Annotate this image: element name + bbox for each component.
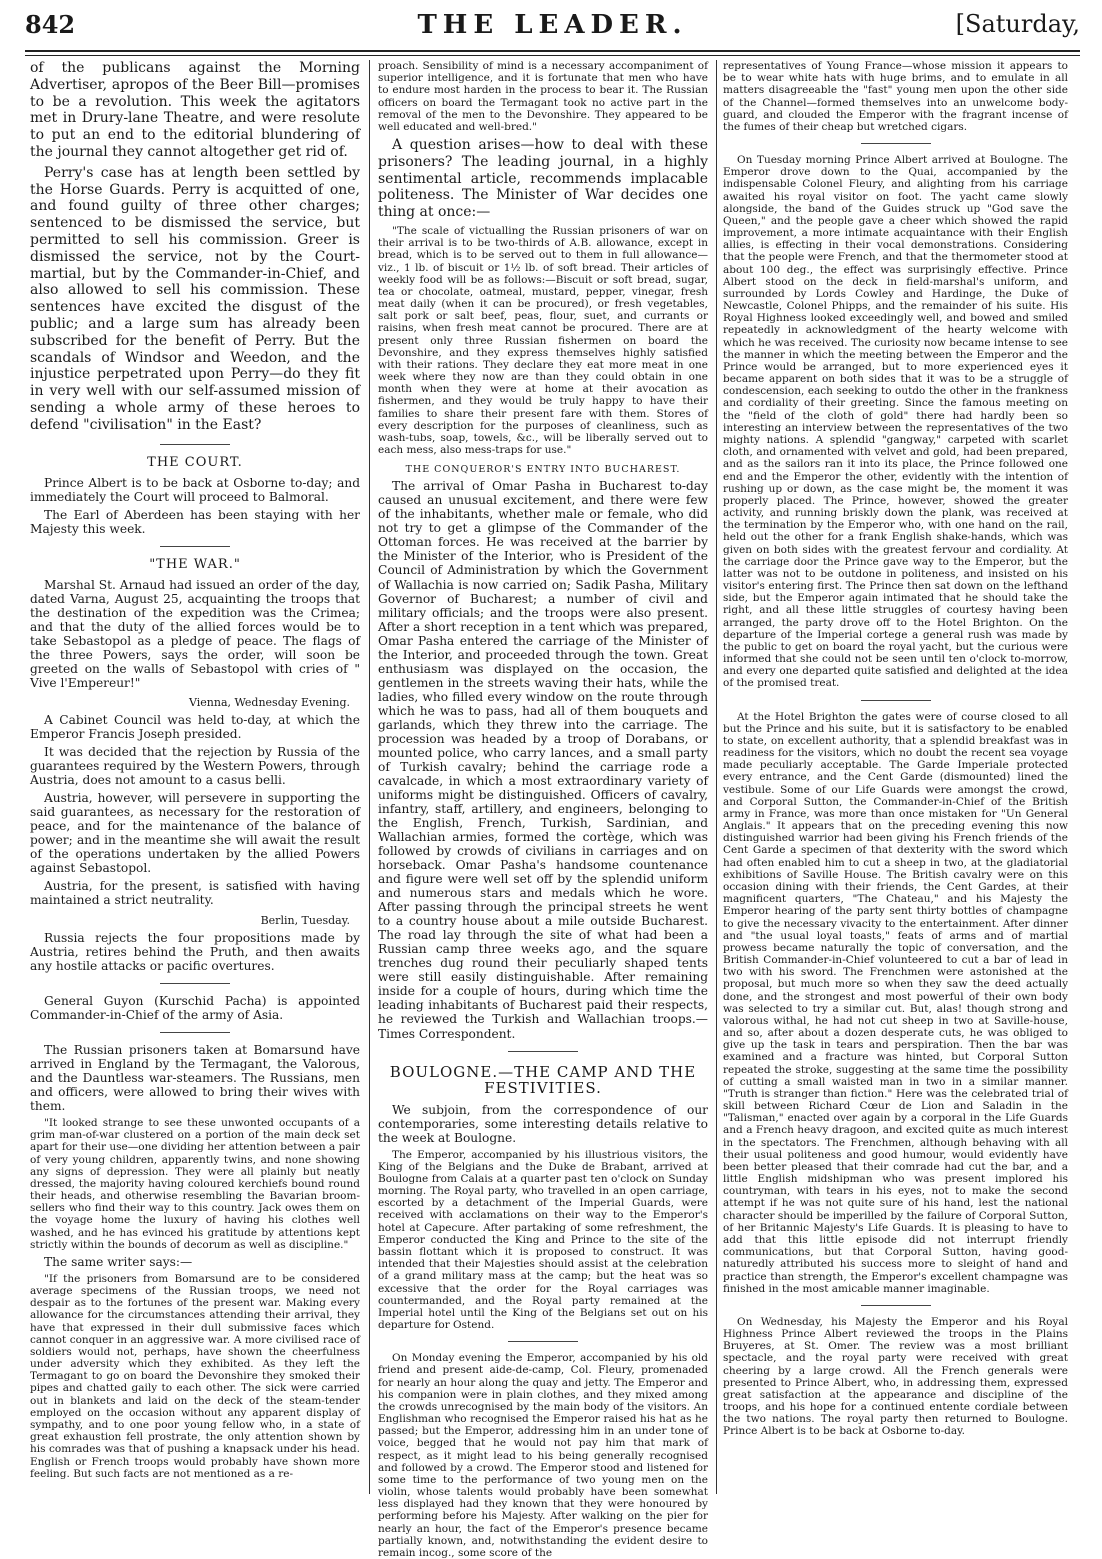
article-paragraph: The Emperor, accompanied by his illustrious visitors, the King of the Belgians and the Duke de Brabant, arrived at Boulogne from Calais at a quarter past ten o'clock on Sunday morning. The Royal party, who travelled in an open carriage, escorted by a detachment of the Imperial Guards, were received with acclamations on their way to the Emperor's hotel at Capecure. After partaking of some refreshment, the Emperor conducted the King and Prince to the site of the bassin flottant which it is proposed to construct. It was intended that their Majesties should assist at the celebration of a grand military mass at the camp; but the heat was so excessive that the order for the Royal carriages was countermanded, and the Royal party remained at the Imperial hotel until the King of the Belgians set out on his departure for Ostend. [378,1148,708,1332]
column-1 [30,60,360,1496]
article-paragraph: representatives of Young France—whose mission it appears to be to wear white hats with huge brims, and to emulate in all matters disagreeable the "fast" young men upon the other side of the Channel—formed themselves into an unwelcome body-guard, and clouded the Emperor with the fragrant incense of the fumes of their cheap but wretched cigars. [723,60,1068,133]
article-paragraph: It was decided that the rejection by Russia of the guarantees required by the Western Powers, through Austria, does not amount to a casus belli. [30,745,360,788]
article-paragraph: The Russian prisoners taken at Bomarsund have arrived in England by the Termagant, the Valorous, and the Dauntless war-steamers. The Russians, men and officers, were allowed to bring their wives with them. [30,1042,360,1113]
quoted-paragraph: "The scale of victualling the Russian prisoners of war on their arrival is to be two-thirds of A.B. allowance, except in bread, which is to be served out to them in full allowance—viz., 1 lb. of biscuit or 1½ lb. of soft bread. Their articles of weekly food will be as follows:—Biscuit or soft bread, sugar, tea or chocolate, oatmeal, mustard, pepper, vinegar, fresh meat daily (when it can be procured), or fresh vegetables, salt pork or salt beef, peas, flour, suet, and currants or raisins, when fresh meat cannot be procured. There are at present only three Russian fishermen on board the Devonshire, and they express themselves highly satisfied with their rations. They declare they eat more meat in one week where they now are than they could obtain in one month when they were at home at their avocation as fishermen, and they would be truly happy to have their families to share their present fare with them. Stores of every description for the purposes of cleanliness, such as wash-tubs, soap, towels, &c., will be liberally served out to each mess, also mess-traps for use." [378,225,708,457]
article-paragraph: Russia rejects the four propositions made by Austria, retires behind the Pruth, and then awaits any hostile attacks or pacific overtures. [30,930,360,973]
separator [160,546,230,547]
article-paragraph: A question arises—how to deal with these prisoners? The leading journal, in a highly sentimental article, recommends implacable politeness. The Minister of War decides one thing at once:— [378,137,708,221]
article-paragraph: The arrival of Omar Pasha in Bucharest to-day caused an unusual excitement, and there were few of the inhabitants, whether male or female, who did not try to get a glimpse of the Commander of the Ottoman forces. He was received at the barrier by the Minister of the Interior, who is President of the Council of Administration by which the Government of Wallachia is now carried on; Sadik Pasha, Military Governor of Bucharest; a number of civil and military officials; and the troops were also present. After a short reception in a tent which was prepared, Omar Pasha entered the carriage of the Minister of the Interior, and proceeded through the town. Great enthusiasm was displayed on the occasion, the gentlemen in the streets waving their hats, while the ladies, who filled every window on the route through which he was to pass, had all of them bouquets and garlands, which they threw into the carriage. The procession was headed by a troop of Dorabans, or mounted police, who carry lances, and a small party of Turkish cavalry; behind the carriage rode a cavalcade, in which a most extraordinary variety of uniforms might be distinguished. Officers of cavalry, infantry, staff, artillery, and engineers, belonging to the English, French, Turkish, Sardinian, and Wallachian armies, formed the cortège, which was followed by crowds of civilians in carriages and on horseback. Omar Pasha's handsome countenance and figure were well set off by the splendid uniform and numerous stars and medals which he wore. After passing through the principal streets he went to a country house about a mile outside Bucharest. The road lay through the site of what had been a Russian camp three weeks ago, and the square trenches dug round their peculiarly shaped tents were still easily distinguishable. After remaining inside for a couple of hours, during which time the leading inhabitants of Bucharest paid their respects, he reviewed the Turkish and Wallachian troops.—Times Correspondent. [378,479,708,1041]
article-paragraph: Marshal St. Arnaud had issued an order of the day, dated Varna, August 25, acquainting the troops that the destination of the expedition was the Crimea; and that the duty of the allied forces would be to take Sebastopol as a pledge of peace. The flags of the three Powers, says the order, will soon be greeted on the walls of Sebastopol with cries of " Vive l'Empereur!" [30,577,360,690]
column-2 [378,60,708,1559]
issue-day: [Saturday, [955,10,1080,38]
separator [861,143,931,144]
separator [160,983,230,984]
section-heading: THE CONQUEROR'S ENTRY INTO BUCHAREST. [405,464,681,476]
article-paragraph: On Tuesday morning Prince Albert arrived at Boulogne. The Emperor drove down to the Quai, accompanied by the indispensable Colonel Fleury, and alighting from his carriage awaited his royal visitor on foot. The yacht came slowly alongside, the band of the Guides struck up "God save the Queen," and the people gave a cheer which showed the rapid improvement, a more intimate acquaintance with their English allies, is effecting in their vocal demonstrations. Considering that the people were French, and that the thermometer stood at about 100 deg., the effect was surprisingly effective. Prince Albert stood on the deck in field-marshal's uniform, and surrounded by Lords Cowley and Hardinge, the Duke of Newcastle, Colonel Phipps, and the remainder of his suite. His Royal Highness looked exceedingly well, and bowed and smiled repeatedly in acknowledgment of the hearty welcome with which he was received. The curiosity now became intense to see the manner in which the meeting between the Emperor and the Prince would be arranged, but to more experienced eyes it became apparent on both sides that it was to be a struggle of condescension, each seeking to outdo the other in the frankness and cordiality of their greeting. Since the famous meeting on the "field of the cloth of gold" there had hardly been so interesting an interview between the representatives of the two mighty nations. A splendid "gangway," carpeted with scarlet cloth, and ornamented with velvet and gold, had been prepared, and as the sailors ran it into its place, the Prince followed one end and the Emperor the other, evidently with the intention of rushing up or down, as the case might be, the moment it was properly placed. The Prince, however, showed the greater activity, and running briskly down the plank, was received at the termination by the Emperor who, with one hand on the rail, held out the other for a frank English shake-hands, which was given on both sides with the greatest fervour and cordiality. At the carriage door the Prince gave way to the Emperor, but the latter was not to be outdone in politeness, and insisted on his visitor's entering first. The Prince then sat down on the lefthand side, but the Emperor again intimated that he should take the right, and all these little struggles of courtesy having been arranged, the party drove off to the Hotel Brighton. On the departure of the Imperial cortege a general rush was made by the public to get on board the royal yacht, but the curious were informed that she could not be seen until ten o'clock to-morrow, and every one departed quite satisfied and delighted at the idea of the promised treat. [723,154,1068,690]
header-rule [25,50,1080,52]
masthead: THE LEADER. [417,10,688,40]
dateline: Berlin, Tuesday. [260,913,350,927]
article-paragraph: On Monday evening the Emperor, accompanied by his old friend and present aide-de-camp, Col. Fleury, promenaded for nearly an hour along the quay and jetty. The Emperor and his companion were in plain clothes, and they mixed among the crowds unrecognised by the main body of the visitors. An Englishman who recognised the Emperor raised his hat as he passed; but the Emperor, addressing him in an under tone of voice, begged that he would not pay him that mark of respect, as it might lead to his being generally recognised and followed by a crowd. The Emperor stood and listened for some time to the performance of two young men on the violin, whose talents would probably have been somewhat less displayed had they known that they were honoured by performing before his Majesty. After walking on the pier for nearly an hour, the fact of the Emperor's presence became partially known, and, notwithstanding the evident desire to remain incog., some score of the [378,1352,708,1559]
article-paragraph: At the Hotel Brighton the gates were of course closed to all but the Prince and his suite, but it is satisfactory to be enabled to state, on excellent authority, that a splendid breakfast was in readiness for the visitors, which no doubt the recent sea voyage made peculiarly acceptable. The Garde Imperiale protected every entrance, and the Cent Garde (dismounted) lined the vestibule. Some of our Life Guards were amongst the crowd, and Corporal Sutton, the Commander-in-Chief of the British army in France, was more than once mistaken for "Un General Anglais." It appears that on the preceding evening this now distinguished warrior had been giving his French friends of the Cent Garde a specimen of that dexterity with the sword which had often enabled him to cut a sheep in two, at the gladiatorial exhibitions of Saville House. The British cavalry were on this occasion dining with their friends, the Cent Gardes, at their magnificent quarters, "The Chateau," and his Majesty the Emperor hearing of the party sent thirty bottles of champagne to give the necessary vivacity to the entertainment. After dinner and "the usual loyal toasts," feats of arms and of martial prowess became naturally the topic of conversation, and the British Commander-in-Chief volunteered to cut a bar of lead in two with his sword. The Frenchmen were astonished at the proposal, but much more so when they saw the deed actually done, and the strongest and most powerful of their own body was selected to try a similar cut. But, alas! though strong and valorous withal, he had not cut sheep in two at Saville-house, and so, after about a dozen desperate cuts, he was obliged to give up the task in tears and perspiration. Then the bar was examined and a fracture was hinted, but Corporal Sutton repeated the stroke, suggesting at the same time the possibility of cutting a small waisted man in two in a similar manner. "Truth is stranger than fiction." Here was the celebrated trial of skill between Richard Cœur de Lion and Saladin in the "Talisman," enacted over again by a corporal in the Life Guards and a French heavy dragoon, and excited quite as much interest in the spectators. The Frenchmen, although behaving with all their usual politeness and good humour, would evidently have been better pleased that their comrade had cut the bar, and a little English midshipman who was present implored his countryman, with tears in his eyes, not to make the second attempt if he was not quite sure of his hand, lest the national character should be imperilled by the failure of Corporal Sutton, of her Britannic Majesty's Life Guards. It is pleasing to have to add that this little episode did not interrupt friendly communications, but that Corporal Sutton, having good-naturedly attributed his success more to sleight of hand and practice than strength, the Emperor's excellent champagne was finished in the most amicable manner imaginable. [723,710,1068,1295]
article-paragraph: Prince Albert is to be back at Osborne to-day; and immediately the Court will proceed to Balmoral. [30,475,360,504]
separator [508,1341,578,1342]
article-paragraph: The Earl of Aberdeen has been staying with her Majesty this week. [30,507,360,536]
article-paragraph: General Guyon (Kurschid Pacha) is appointed Commander-in-Chief of the army of Asia. [30,993,360,1022]
separator [861,1305,931,1306]
column-3 [723,60,1068,1496]
page-header [25,10,1080,46]
quoted-paragraph: proach. Sensibility of mind is a necessary accompaniment of superior intelligence, and it is fortunate that men who have to endure most harden in the process to bear it. The Russian officers on board the Termagant took no active part in the removal of the men to the Devonshire. They appeared to be well educated and well-bred." [378,60,708,133]
article-paragraph: A Cabinet Council was held to-day, at which the Emperor Francis Joseph presided. [30,713,360,742]
article-paragraph: Austria, for the present, is satisfied with having maintained a strict neutrality. [30,879,360,908]
article-paragraph: The same writer says:— [44,1254,193,1269]
section-heading: "THE WAR." [149,556,241,572]
article-paragraph: of the publicans against the Morning Advertiser, apropos of the Beer Bill—promises to be a revolution. This week the agitators met in Drury-lane Theatre, and were resolute to put an end to the editorial blundering of the journal they cannot altogether get rid of. [30,60,360,160]
separator [160,444,230,445]
article-paragraph: Austria, however, will persevere in supporting the said guarantees, as necessary for the restoration of peace, and for the maintenance of the balance of power; and in the meantime she will await the result of the operations undertaken by the allied Powers against Sebastopol. [30,791,360,876]
dateline: Vienna, Wednesday Evening. [189,695,350,709]
quoted-paragraph: "It looked strange to see these unwonted occupants of a grim man-of-war clustered on a portion of the main deck set apart for their use—one dividing her attention between a pair of very young children, apparently twins, and none showing any signs of depression. They were all plainly but neatly dressed, the majority having coloured kerchiefs bound round their heads, and otherwise resembling the Bavarian broom-sellers who find their way to this country. Jack owes them on the voyage home the luxury of having his clothes well washed, and he has evinced his gratitude by attentions kept strictly within the bounds of decorum as well as discipline." [30,1117,360,1251]
page-number: 842 [25,10,76,39]
article-paragraph: On Wednesday, his Majesty the Emperor and his Royal Highness Prince Albert reviewed the troops in the Plains Bruyeres, at St. Omer. The review was a most brilliant spectacle, and the royal party were received with great cheering by a large crowd. All the French generals were presented to Prince Albert, who, in addressing them, expressed great satisfaction at the appearance and discipline of the troops, and his hope for a continued entente cordiale between the two nations. The royal party then returned to Boulogne. Prince Albert is to be back at Osborne to-day. [723,1315,1068,1438]
article-paragraph: Perry's case has at length been settled by the Horse Guards. Perry is acquitted of one, and found guilty of three other charges; sentenced to be dismissed the service, but permitted to sell his commission. Greer is dismissed the service, not by the Court-martial, but by the Commander-in-Chief, and also allowed to sell his commission. These sentences have excited the disgust of the public; and a large sum has already been subscribed for the benefit of Perry. But the scandals of Windsor and Weedon, and the injustice perpetrated upon Perry—do they fit in very well with our self-assumed mission of sending a whole army of these heroes to defend "civilisation" in the East? [30,164,360,433]
quoted-paragraph: "If the prisoners from Bomarsund are to be considered average specimens of the Russian troops, we need not despair as to the fortunes of the present war. Making every allowance for the circumstances attending their arrival, they have that expressed in their dull submissive faces which cannot conquer in an aggressive war. A more civilised race of soldiers would not, perhaps, have shown the cheerfulness under adversity which they exhibited. As they left the Termagant to go on board the Devonshire they smoked their pipes and chatted gaily to each other. The sick were carried out in blankets and laid on the deck of the steam-tender employed on the occasion without any apparent display of sympathy, and to one poor young fellow who, in a state of great exhaustion fell prostrate, the only attention shown by his comrades was that of pushing a knapsack under his head. English or French troops would probably have shown more feeling. But such facts are not mentioned as a re- [30,1272,360,1480]
column-divider [369,60,370,1494]
column-divider [716,60,717,1494]
separator [508,1051,578,1052]
header-rule-thin [25,55,1080,56]
article-paragraph: We subjoin, from the correspondence of our contemporaries, some interesting details relative to the week at Boulogne. [378,1102,708,1145]
separator [160,1032,230,1033]
section-heading: BOULOGNE.—THE CAMP AND THE FESTIVITIES. [389,1062,697,1098]
section-heading: THE COURT. [147,454,243,470]
separator [861,700,931,701]
